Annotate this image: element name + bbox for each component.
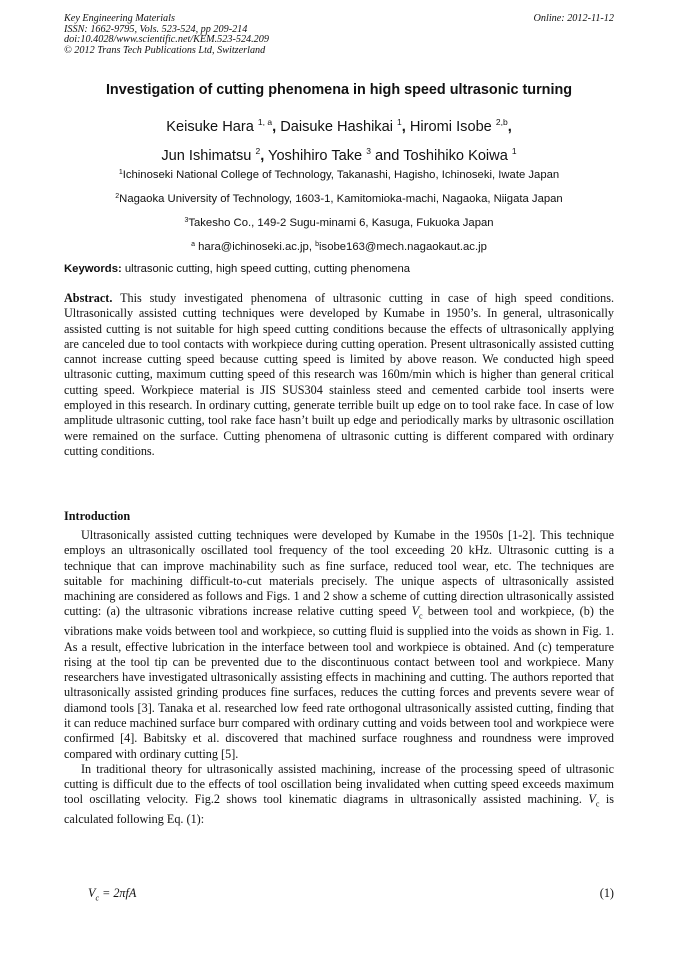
author-name: Daisuke Hashikai: [280, 119, 393, 135]
symbol-v: V: [588, 792, 596, 807]
affiliation-number: 2: [115, 193, 120, 200]
author-affiliation-mark: 3: [366, 146, 371, 156]
author-name: Keisuke Hara: [166, 119, 254, 135]
author-name: Yoshihiro Take: [268, 148, 363, 164]
affiliation-list: [40, 162, 638, 258]
affiliation: [40, 186, 638, 210]
affiliation: [40, 210, 638, 234]
paragraph-text: between tool and workpiece, (b) the vibrations make voids between tool and workpiece, so cutting fluid is supplied into the voids as shown in Fig. 1. As a result, effective lubrication in the interface between tool and workpiece is obtained. And (c) temperature rising at the tool tip can be prevented due to the discontinuous contact between tool and workpiece. Many researchers have investigated ultrasonically assisting effects in machining and cutting. The authors reported that ultrasonically assisted grinding produces fine surfaces, reduces the cutting forces and prevents severe wear of diamond tools [3]. Tanaka et al. researched low feed rate orthogonal ultrasonically assisted cutting, finding that it can reduce machined surface burr compared with ordinary cutting and voids between tool and workpiece were confirmed [4]. Babitsky et al. discovered that machined surface roughness and roundness were improved compared with ordinary cutting [5].: [64, 604, 615, 761]
paragraph-text: In traditional theory for ultrasonically assisted machining, increase of the processing speed of ultrasonic cutting is difficult due to the effects of tool oscillation being invalidated when cutting speed exceeds maximum tool oscillating velocity. Fig.2 shows tool kinematic diagrams in ultrasonically assisted machining.: [64, 761, 614, 807]
abstract: [64, 291, 614, 459]
paragraph: [64, 528, 614, 762]
keywords-text: ultrasonic cutting, high speed cutting, cutting phenomena: [121, 263, 411, 275]
keywords-line: [64, 263, 618, 275]
equation-lhs: V: [88, 886, 96, 900]
equation-1: [88, 886, 136, 902]
paragraph: [64, 762, 614, 828]
equation-number: (1): [599, 886, 614, 900]
journal-name: Key Engineering Materials: [64, 13, 175, 24]
affiliation-text: Takesho Co., 149-2 Sugu-minami 6, Kasuga, Fukuoka Japan: [188, 217, 494, 229]
copyright-line: © 2012 Trans Tech Publications Ltd, Switzerland: [64, 44, 266, 56]
journal-header: [64, 14, 614, 56]
author-name: Toshihiko Koiwa: [403, 148, 508, 164]
abstract-label: Abstract.: [64, 291, 113, 305]
author-affiliation-mark: 1: [511, 146, 517, 156]
doi-line: doi:10.4028/www.scientific.net/KEM.523-524.209: [64, 34, 269, 46]
email-line: [40, 234, 638, 258]
author-affiliation-mark: 1, a: [257, 117, 273, 127]
author-affiliation-mark: 2,b: [495, 117, 508, 127]
email-a[interactable]: hara@ichinoseki.ac.jp,: [195, 241, 316, 253]
email-mark: b: [315, 241, 320, 248]
affiliation-number: 3: [184, 217, 189, 224]
email-b[interactable]: isobe163@mech.nagaokaut.ac.jp: [319, 241, 487, 253]
author-name: Jun Ishimatsu: [161, 148, 252, 164]
equation-lhs-subscript: c: [95, 893, 100, 903]
affiliation-text: Ichinoseki National College of Technology, Takanashi, Hagisho, Ichinoseki, Iwate Japan: [122, 169, 560, 181]
paragraph-text: is calculated following Eq. (1):: [64, 792, 614, 827]
symbol-subscript: c: [595, 799, 600, 809]
paper-title: Investigation of cutting phenomena in high speed ultrasonic turning: [105, 82, 573, 98]
affiliation-number: 1: [118, 169, 123, 176]
author-affiliation-mark: 1: [397, 117, 402, 127]
symbol-subscript: c: [419, 611, 423, 621]
affiliation-text: Nagaoka University of Technology, 1603-1, Kamitomioka-machi, Nagaoka, Niigata Japan: [119, 193, 563, 205]
abstract-text: This study investigated phenomena of ultrasonic cutting in case of high speed conditions. Ultrasonically assisted cutting techniques were developed by Kumabe in 1950’s. In general, ultrasonically assisted cutting is not suitable for high speed cutting conditions because the effects of ultrasonically applying are canceled due to tool contacts with workpiece during cutting operation. Present ultrasonically assisted cutting cannot increase cutting speed because cutting speed is limited by above reason. We conducted high speed ultrasonic cutting, maximum cutting speed of this research was 160m/min which is higher than general critical cutting speed. Workpiece material is JIS SUS304 stainless steed and cemented carbide tool inserts were employed in this research. In ordinary cutting, generate terrible built up edge on to tool rake face. In case of low amplitude ultrasonic cutting, tool rake face hasn’t built up edge and periodically marks by ultrasonic oscillation were remained on the surface. Cutting phenomena of ultrasonic cutting is different compared with ordinary cutting conditions.: [64, 291, 614, 458]
issn-line: ISSN: 1662-9795, Vols. 523-524, pp 209-214: [64, 23, 248, 35]
online-date: Online: 2012-11-12: [533, 13, 614, 24]
paragraph-text: Ultrasonically assisted cutting techniques were developed by Kumabe in the 1950s [1-2]. This technique employs an ultrasonically oscillated tool frequency of the tool exceeding 20 kHz. Ultrasonic cutting is a technique that can improve machinability such as fine surface, reduced tool wear, etc. The techniques are suitable for machining difficult-to-cut materials precisely. The unique aspects of ultrasonically assisted machining are considered as follows and Figs. 1 and 2 show a scheme of cutting direction ultrasonically assisted cutting: (a) the ultrasonic vibrations increase relative cutting speed: [64, 528, 614, 619]
and-word: and: [375, 148, 400, 164]
author-affiliation-mark: 2: [255, 146, 261, 156]
keywords-label: Keywords:: [64, 263, 122, 275]
equation-rhs: = 2πfA: [99, 886, 137, 900]
introduction-body: [64, 528, 614, 828]
author-list: Keisuke Hara $^{1, a}$, Daisuke Hashikai $^1$, Hiromi Isobe $^{2,b}$, Jun Ishimatsu $^2$, Yoshihiro Take $^3$ and Toshihiko Koiwa $^1$: [161, 117, 517, 164]
section-heading-introduction: Introduction: [64, 509, 131, 523]
author-name: Hiromi Isobe: [409, 119, 492, 135]
affiliation: [40, 162, 638, 186]
symbol-v: V: [411, 604, 420, 619]
email-mark: a: [191, 241, 196, 248]
